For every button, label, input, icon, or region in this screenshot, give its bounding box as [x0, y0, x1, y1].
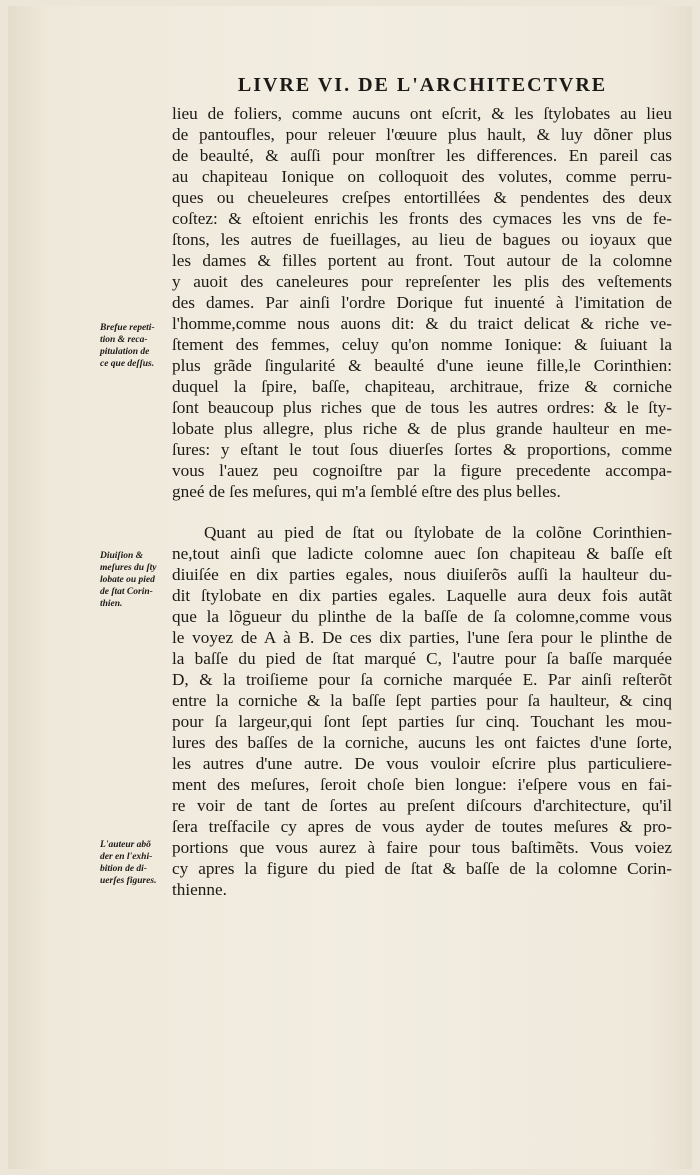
- text-line: gneé de ſes meſures, qui m'a ſemblé eſtre des plus belles.: [172, 482, 561, 501]
- text-line: re voir de tant de ſortes au preſent diſcours d'architecture, qu'il: [172, 796, 672, 815]
- text-line: lieu de foliers, comme aucuns ont eſcrit, & les ſtylobates au lieu: [172, 104, 672, 123]
- text-line: thienne.: [172, 880, 227, 899]
- margin-note-line: ce que deſſus.: [100, 359, 155, 369]
- text-line: que la lõgueur du plinthe de la baſſe de ſa colomne,comme vous: [172, 607, 672, 626]
- text-line: lures des baſſes de la corniche, aucuns les ont faictes d'une ſorte,: [172, 733, 672, 752]
- margin-note-line: Diuiſion &: [100, 551, 144, 561]
- margin-note-line: lobate ou pied: [100, 575, 155, 585]
- text-line: entre la corniche & la baſſe ſept parties pour ſa haulteur, & cinq: [172, 691, 672, 710]
- text-line: au chapiteau Ionique on colloquoit des volutes, comme perru-: [172, 167, 672, 186]
- text-line: la baſſe du pied de ſtat marqué C, l'autre pour ſa baſſe marquée: [172, 649, 672, 668]
- text-line: pour ſa largeur,qui ſont ſept parties ſur cinq. Touchant les mou-: [172, 712, 672, 731]
- text-line: l'homme,comme nous auons dit: & du traict delicat & riche ve-: [172, 314, 672, 333]
- text-line: ſures: y eſtant le tout ſous diuerſes ſortes & proportions, comme: [172, 440, 672, 459]
- text-line: les dames & filles portent au front. Tout autour de la colomne: [172, 251, 672, 270]
- margin-note-recapitulation: [100, 322, 172, 370]
- text-line: dit ſtylobate en dix parties egales. Laquelle aura deux fois autãt: [172, 586, 672, 605]
- margin-note-line: uerſes figures.: [100, 876, 157, 886]
- paragraph-2: [172, 522, 672, 900]
- text-line: vous l'auez peu cognoiſtre par la figure precedente accompa-: [172, 461, 672, 480]
- text-line: ques ou cheueleures creſpes entortillées & pendentes des deux: [172, 188, 672, 207]
- text-line: plus grãde ſingularité & beaulté d'une ieune fille,le Corinthien:: [172, 356, 672, 375]
- margin-note-line: der en l'exhi-: [100, 852, 153, 862]
- margin-note-line: thien.: [100, 599, 123, 609]
- margin-note-line: L'auteur abõ: [100, 840, 151, 850]
- text-line: ſera treſfacile cy apres de vous ayder de toutes meſures & pro-: [172, 817, 672, 836]
- text-line: portions que vous aurez à faire pour tous baſtimẽts. Vous voiez: [172, 838, 672, 857]
- margin-note-author-figures: [100, 839, 172, 887]
- margin-note-line: de ſtat Corin-: [100, 587, 153, 597]
- text-line: le voyez de A à B. De ces dix parties, l'une ſera pour le plinthe de: [172, 628, 672, 647]
- margin-note-line: meſures du ſty: [100, 563, 157, 573]
- text-line: lobate plus allegre, plus riche & de plus grande haulteur en me-: [172, 419, 672, 438]
- text-line: ment des meſures, ſeroit choſe bien longue: i'eſpere vous en fai-: [172, 775, 672, 794]
- text-line: des dames. Par ainſi l'ordre Dorique fut inuenté à l'imitation de: [172, 293, 672, 312]
- margin-note-line: Brefue repeti-: [100, 323, 155, 333]
- text-line: Quant au pied de ſtat ou ſtylobate de la colõne Corinthien-: [204, 523, 672, 542]
- text-line: cy apres la figure du pied de ſtat & baſſe de la colomne Corin-: [172, 859, 672, 878]
- text-line: ſont beaucoup plus riches que de tous les autres ordres: & le ſty-: [172, 398, 672, 417]
- text-line: diuiſée en dix parties egales, nous diuiſerõs auſſi la haulteur du-: [172, 565, 672, 584]
- margin-note-line: tion & reca-: [100, 335, 148, 345]
- text-line: ſtement des femmes, celuy qu'on nomme Ionique: & ſuiuant la: [172, 335, 672, 354]
- running-header: LIVRE VI. DE L'ARCHITECTVRE: [237, 74, 608, 96]
- text-line: ne,tout ainſi que ladicte colomne auec ſon chapiteau & baſſe eſt: [172, 544, 672, 563]
- text-line: de pantoufles, pour releuer l'œuure plus hault, & luy dõner plus: [172, 125, 672, 144]
- margin-note-stylobate-division: [100, 550, 172, 610]
- text-line: duquel la ſpire, baſſe, chapiteau, architraue, frize & corniche: [172, 377, 672, 396]
- paragraph-1: [172, 103, 672, 502]
- margin-note-line: pitulation de: [100, 347, 150, 357]
- text-line: ſtons, les autres de fueillages, au lieu de bagues ou ioyaux que: [172, 230, 672, 249]
- text-line: les autres d'une autre. De vous vouloir eſcrire plus particuliere-: [172, 754, 672, 773]
- text-line: y auoit des caneleures pour repreſenter les plis des veſtements: [172, 272, 672, 291]
- text-line: D, & la troiſieme pour ſa corniche marquée E. Par ainſi reſterõt: [172, 670, 672, 689]
- text-line: de beaulté, & auſſi pour monſtrer les differences. En pareil cas: [172, 146, 672, 165]
- text-line: coſtez: & eſtoient enrichis les fronts des cymaces les vns de fe-: [172, 209, 672, 228]
- margin-note-line: bition de di-: [100, 864, 147, 874]
